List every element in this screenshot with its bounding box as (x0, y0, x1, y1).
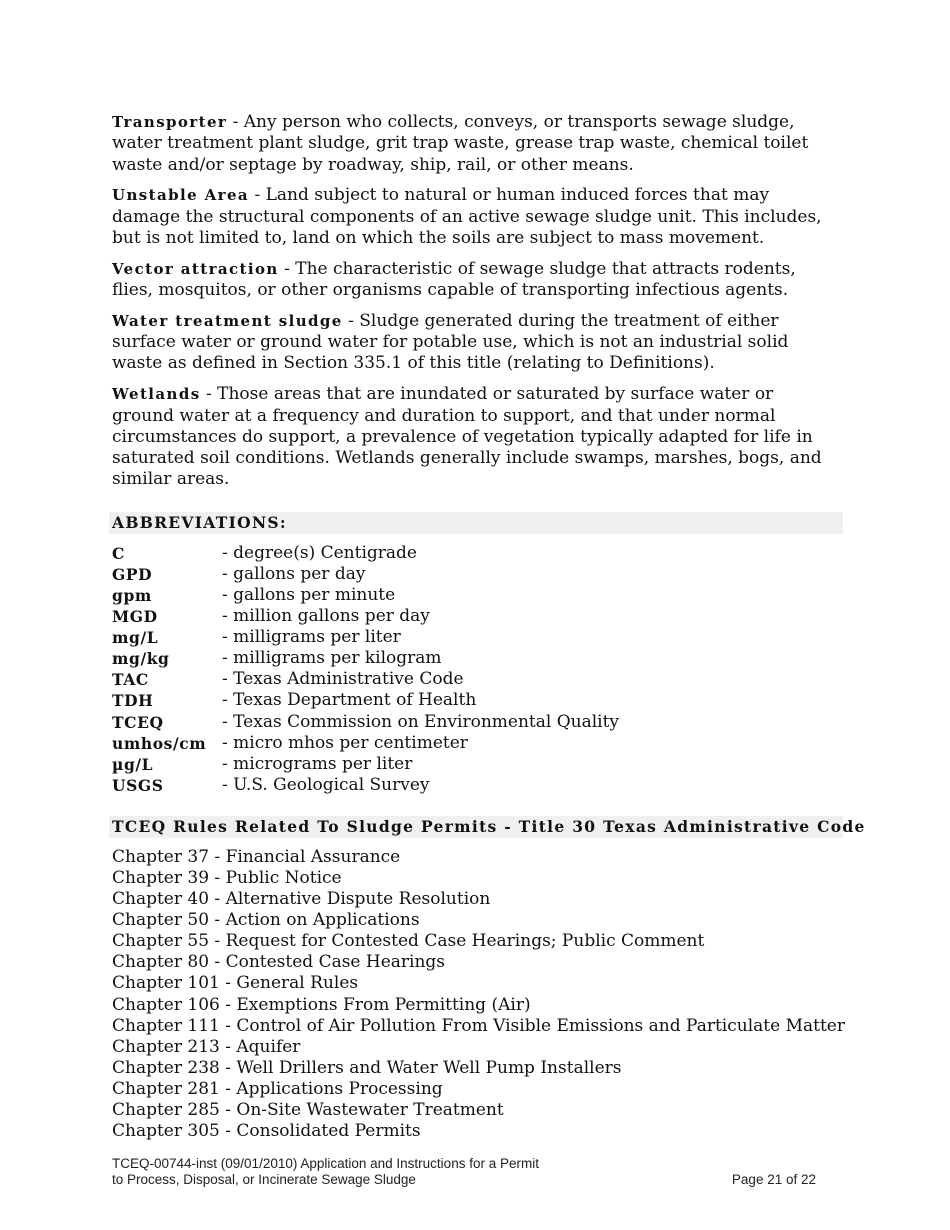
abbreviations-list (112, 543, 840, 796)
definition-vector-attraction (112, 259, 840, 302)
abbreviation-row (112, 669, 840, 690)
chapter-row: Chapter 101 - General Rules (112, 973, 359, 994)
abbreviation-code: µg/L (112, 754, 154, 774)
abbreviation-code: mg/L (112, 628, 159, 648)
definition-text: - Those areas that are inundated or saturated by surface water or ground water at a frequency and duration to support, and that under normal circumstances do support, a prevalence of vegetation typically adapted for life in saturated soil conditions. Wetlands generally include swamps, marshes, bogs, and similar areas. (112, 384, 822, 490)
abbreviation-row (112, 733, 840, 754)
abbreviation-row (112, 543, 840, 564)
definition-term: Vector attraction (112, 259, 279, 278)
chapter-row: Chapter 111 - Control of Air Pollution From Visible Emissions and Particulate Matter (112, 1015, 845, 1036)
definition-text: - The characteristic of sewage sludge that attracts rodents, flies, mosquitos, or other organisms capable of transporting infectious agents. (112, 258, 796, 301)
definition-term: Unstable Area (112, 186, 250, 205)
chapter-row: Chapter 106 - Exemptions From Permitting (Air) (112, 994, 531, 1015)
abbreviation-desc: - gallons per day (222, 563, 366, 584)
abbreviation-code: GPD (112, 564, 153, 584)
abbreviation-desc: - U.S. Geological Survey (222, 774, 430, 795)
abbreviation-row (112, 564, 840, 585)
chapter-row: Chapter 80 - Contested Case Hearings (112, 952, 446, 973)
abbreviation-desc: - million gallons per day (222, 606, 430, 627)
footer-title-line: to Process, Disposal, or Incinerate Sewage Sludge (112, 1172, 416, 1187)
abbreviation-code: TDH (112, 691, 154, 711)
page-footer (112, 1156, 816, 1188)
abbreviation-desc: - micro mhos per centimeter (222, 732, 468, 753)
chapter-row: Chapter 40 - Alternative Dispute Resolution (112, 889, 491, 910)
chapter-row: Chapter 50 - Action on Applications (112, 910, 420, 931)
abbreviation-row (112, 606, 840, 627)
abbreviation-desc: - milligrams per liter (222, 627, 401, 648)
chapter-row: Chapter 281 - Applications Processing (112, 1078, 443, 1099)
definition-text: - Sludge generated during the treatment of either surface water or ground water for potable use, which is not an industrial solid waste as defined in Section 335.1 of this title (relating to Definitions). (112, 310, 789, 374)
chapter-row: Chapter 213 - Aquifer (112, 1036, 301, 1057)
definitions-list (112, 112, 840, 491)
abbreviation-code: gpm (112, 585, 152, 605)
abbreviation-code: umhos/cm (112, 733, 207, 753)
abbreviation-row (112, 627, 840, 648)
chapters-list (112, 846, 845, 1142)
abbreviation-code: USGS (112, 775, 164, 795)
definition-wetlands (112, 384, 840, 490)
document-page (112, 112, 866, 1142)
definition-unstable-area (112, 185, 840, 249)
abbreviation-desc: - degree(s) Centigrade (222, 542, 417, 563)
abbreviation-desc: - Texas Department of Health (222, 690, 477, 711)
abbreviation-desc: - Texas Commission on Environmental Quality (222, 711, 620, 732)
abbreviation-code: C (112, 543, 125, 563)
abbreviation-desc: - milligrams per kilogram (222, 648, 442, 669)
abbreviation-desc: - gallons per minute (222, 584, 396, 605)
abbreviation-code: mg/kg (112, 649, 170, 669)
chapter-row: Chapter 39 - Public Notice (112, 867, 342, 888)
definition-water-treatment-sludge (112, 311, 840, 375)
abbreviation-code: MGD (112, 607, 158, 627)
abbreviation-code: TCEQ (112, 712, 164, 732)
abbreviation-row (112, 690, 840, 711)
chapter-row: Chapter 305 - Consolidated Permits (112, 1121, 421, 1142)
chapter-row: Chapter 55 - Request for Contested Case Hearings; Public Comment (112, 931, 705, 952)
definition-term: Transporter (112, 113, 228, 131)
chapter-row: Chapter 37 - Financial Assurance (112, 846, 401, 867)
abbreviation-row (112, 775, 840, 796)
definition-term: Wetlands (112, 385, 201, 404)
chapter-row: Chapter 238 - Well Drillers and Water Well Pump Installers (112, 1057, 622, 1078)
abbreviation-desc: - micrograms per liter (222, 753, 413, 774)
abbreviations-heading: ABBREVIATIONS: (109, 512, 843, 534)
abbreviation-row (112, 585, 840, 606)
page-number: Page 21 of 22 (731, 1172, 816, 1187)
abbreviation-row (112, 648, 840, 669)
footer-form-line: TCEQ-00744-inst (09/01/2010) Application and Instructions for a Permit (112, 1156, 539, 1171)
rules-heading: TCEQ Rules Related To Sludge Permits - Title 30 Texas Administrative Code (109, 816, 843, 838)
definition-text: - Any person who collects, conveys, or transports sewage sludge, water treatment plant sludge, grit trap waste, grease trap waste, chemical toilet waste and/or septage by roadway, ship, rail, or other means. (112, 112, 809, 175)
abbreviation-desc: - Texas Administrative Code (222, 669, 464, 690)
chapter-row: Chapter 285 - On-Site Wastewater Treatment (112, 1100, 504, 1120)
definition-text: - Land subject to natural or human induced forces that may damage the structural components of an active sewage sludge unit. This includes, but is not limited to, land on which the soils are subject to mass movement. (112, 185, 822, 248)
abbreviation-row (112, 754, 840, 775)
definition-term: Water treatment sludge (112, 311, 343, 330)
abbreviation-code: TAC (112, 670, 149, 690)
abbreviation-row (112, 712, 840, 733)
definition-transporter (112, 112, 840, 176)
